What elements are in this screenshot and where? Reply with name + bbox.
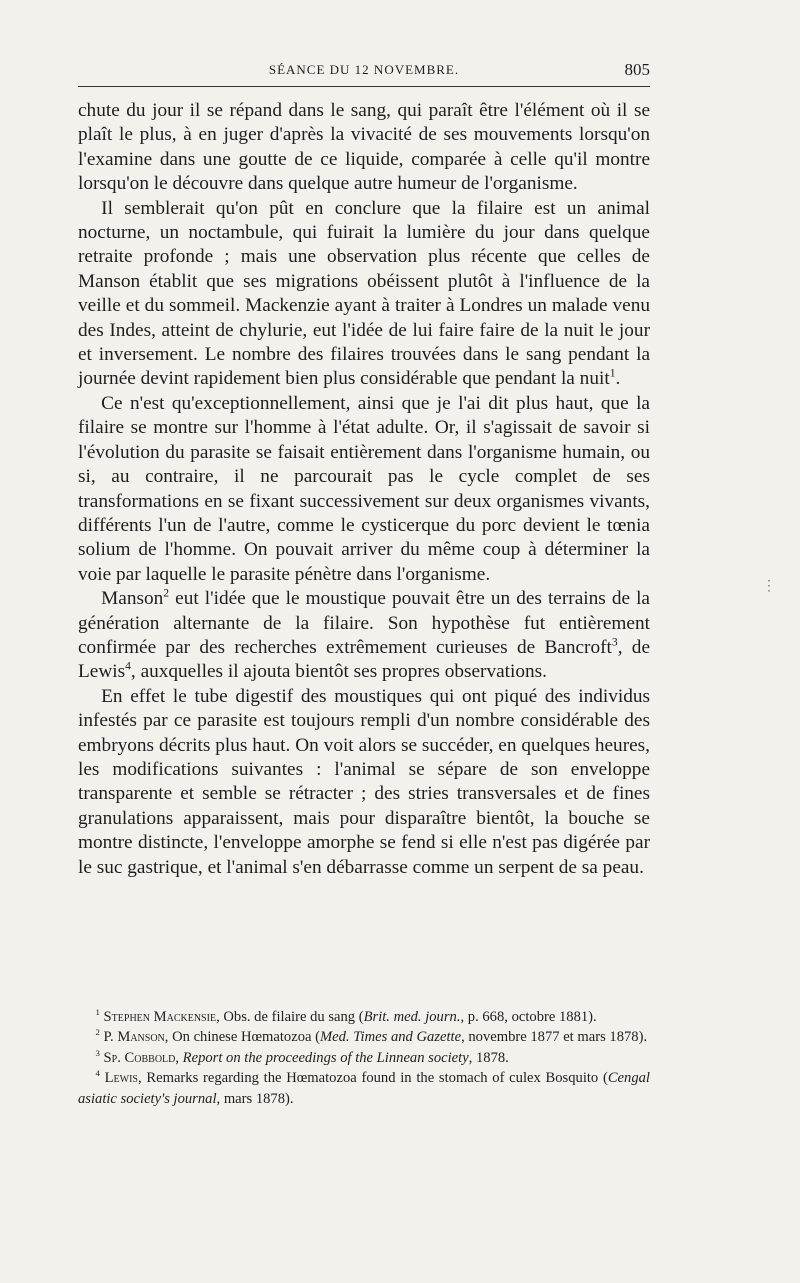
footnote-ref: 2 xyxy=(163,586,170,600)
footnote-author: P. Manson xyxy=(103,1029,165,1046)
footnote-title: Med. Times and Gazette xyxy=(320,1029,462,1046)
footnote-text: , On chinese Hœmatozoa ( xyxy=(164,1029,320,1046)
footnote-text: , 1878. xyxy=(468,1049,509,1066)
footnote-title: Report on the proceedings of the Linnean society xyxy=(182,1049,469,1066)
running-title: SÉANCE DU 12 NOVEMBRE. xyxy=(268,62,460,77)
footnote-text: , xyxy=(175,1049,183,1066)
footnote-text: , mars 1878). xyxy=(216,1090,294,1107)
paragraph-text: eut l'idée que le moustique pouvait être un des terrains de la génération alternante de la filaire. Son hypothèse fut entièrement confirmée par des recherches extrêmement curieuses de Bancroft xyxy=(78,588,650,658)
paragraph-text: , de Lewis xyxy=(78,636,651,683)
paragraph-4 xyxy=(78,587,650,685)
paragraph-text: . xyxy=(615,368,621,390)
paragraph-1 xyxy=(78,99,650,197)
paragraph-5 xyxy=(78,685,650,880)
footnote-ref: 4 xyxy=(125,659,131,673)
footnote-2 xyxy=(78,1027,650,1047)
page-number: 805 xyxy=(624,60,650,79)
footnote-mark: 4 xyxy=(95,1068,100,1079)
footnote-ref: 1 xyxy=(609,367,616,381)
ink-mark-icon: ⋮ xyxy=(762,579,776,594)
footnote-text: , novembre 1877 et mars 1878). xyxy=(461,1029,648,1046)
header-rule xyxy=(78,86,650,87)
footnote-mark: 1 xyxy=(95,1007,100,1018)
footnote-text: , p. 668, octobre 1881). xyxy=(460,1009,597,1025)
paragraph-text: Il semblerait qu'on pût en conclure que la filaire est un animal nocturne, un noctambule, qui fuirait la lumière du jour dans quelque retraite profonde ; mais une observation plus récente que celles de Manson établit que ses migrations obéissent plutôt à l'influence de la veille et du sommeil. Mackenzie ayant à traiter à Londres un malade venu des Indes, atteint de chylurie, eut l'idée de lui faire faire de la nuit le jour et inversement. Le nombre des filaires trouvées dans le sang pendant la journée devint rapidement bien plus considérable que pendant la nuit xyxy=(78,197,650,390)
footnote-3 xyxy=(78,1048,650,1068)
paragraph-text: , auxquelles il ajouta bientôt ses propres observations. xyxy=(130,661,547,683)
footnote-author: Lewis xyxy=(104,1070,138,1087)
paragraph-2 xyxy=(78,197,650,392)
paragraph-text: Ce n'est qu'exceptionnellement, ainsi que je l'ai dit plus haut, que la filaire se montre sur l'homme à l'état adulte. Or, il s'agissait de savoir si l'évolution du parasite se faisait entièrement dans l'organisme humain, ou si, au contraire, il ne parcourait pas le cycle complet de ses transformations en se fixant successivement sur deux organismes vivants, différents l'un de l'autre, comme le cysticerque du porc devient le tœnia solium de l'homme. On pouvait arriver du même coup à déterminer la voie par laquelle le parasite pénètre dans l'organisme. xyxy=(78,392,650,585)
footnote-author: Stephen Mackensie xyxy=(103,1009,217,1025)
footnote-mark: 2 xyxy=(95,1027,100,1038)
footnote-1 xyxy=(78,1007,650,1027)
footnotes xyxy=(78,1007,650,1109)
main-text xyxy=(78,99,650,880)
footnote-text: , Obs. de filaire du sang ( xyxy=(216,1009,364,1025)
footnote-4 xyxy=(78,1068,650,1109)
paragraph-3 xyxy=(78,392,650,587)
footnote-title: Cengal asiatic society's journal xyxy=(78,1070,650,1107)
footnote-text: , Remarks regarding the Hœmatozoa found in the stomach of culex Bosquito ( xyxy=(138,1070,608,1087)
footnote-mark: 3 xyxy=(95,1047,100,1058)
paragraph-text: Manson xyxy=(101,588,164,610)
paragraph-text: chute du jour il se répand dans le sang, qui paraît être l'élément où il se plaît le plus, à en juger d'après la vivacité de ses mouvements lorsqu'on l'examine dans une goutte de ce liquide, comparée à celle qu'il montre lorsqu'on le découvre dans quelque autre humeur de l'organisme. xyxy=(78,100,650,195)
paragraph-text: En effet le tube digestif des moustiques qui ont piqué des individus infestés par ce parasite est toujours rempli d'un nombre considérable des embryons décrits plus haut. On voit alors se succéder, en quelques heures, les modifications suivantes : l'animal se sépare de son enveloppe transparente et semble se rétracter ; des stries transversales et de fines granulations apparaissent, mais pour disparaître bientôt, la bouche se montre distincte, l'enveloppe amorphe se fend si elle n'est pas digérée par le suc gastrique, et l'animal s'en débarrasse comme un serpent de sa peau. xyxy=(78,685,650,878)
footnote-author: Sp. Cobbold xyxy=(103,1049,176,1066)
page-header xyxy=(78,60,650,84)
footnote-title: Brit. med. journ. xyxy=(363,1009,461,1025)
footnote-ref: 3 xyxy=(611,635,618,649)
